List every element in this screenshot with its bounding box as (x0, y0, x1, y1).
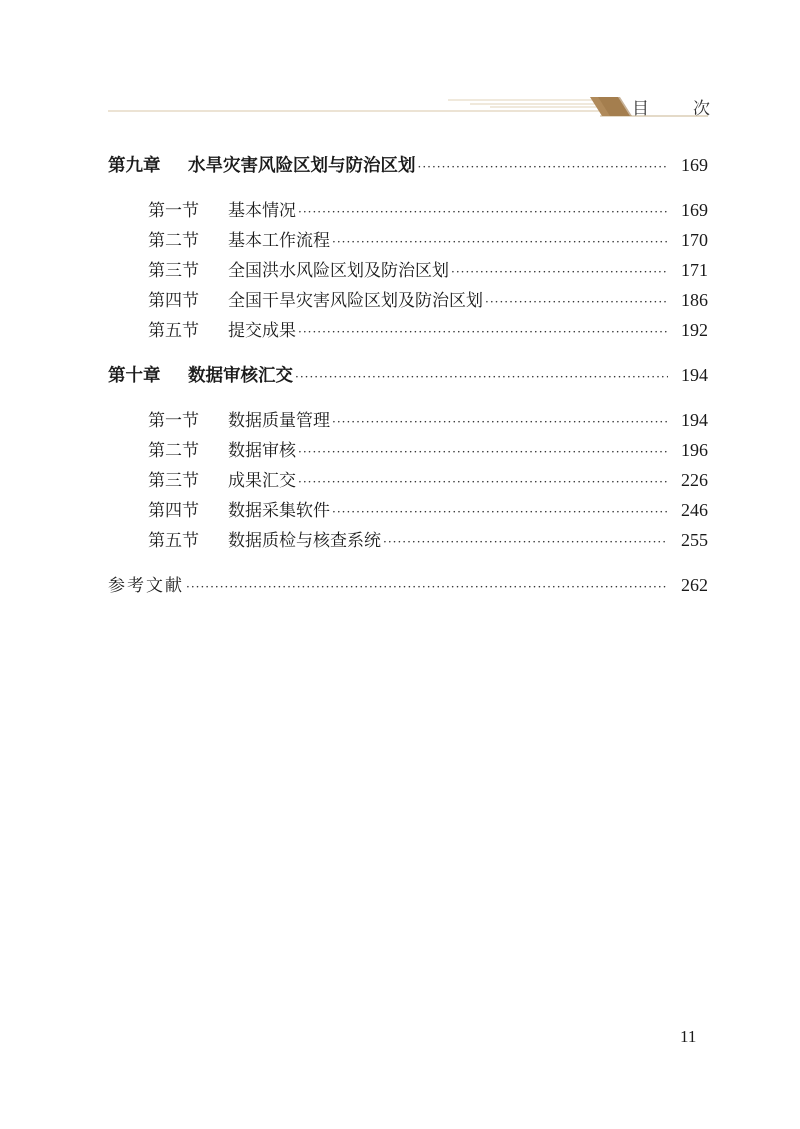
section-page: 192 (681, 320, 708, 340)
section-page: 186 (681, 290, 708, 310)
section-page: 246 (681, 500, 708, 520)
chapter-title: 数据审核汇交 (188, 366, 293, 386)
section-number: 第三节 (148, 471, 199, 491)
toc-section-10-1[interactable] (108, 405, 708, 435)
toc-section-9-5[interactable] (108, 315, 708, 345)
section-number: 第三节 (148, 261, 199, 281)
dot-leader (298, 437, 668, 467)
toc-section-9-1[interactable] (108, 195, 708, 225)
page-header (0, 0, 800, 130)
dot-leader (383, 527, 668, 557)
footer-page-number: 11 (680, 1027, 697, 1046)
toc-section-10-3[interactable] (108, 465, 708, 495)
dot-leader (485, 287, 668, 317)
references-page: 262 (681, 575, 708, 595)
section-title: 基本情况 (228, 201, 296, 221)
dot-leader (295, 362, 668, 392)
section-title: 全国洪水风险区划及防治区划 (228, 261, 449, 281)
section-number: 第二节 (148, 441, 199, 461)
section-number: 第五节 (148, 531, 199, 551)
section-number: 第一节 (148, 201, 199, 221)
section-page: 196 (681, 440, 708, 460)
section-title: 数据质检与核查系统 (228, 531, 381, 551)
chapter-number: 第十章 (108, 366, 161, 386)
toc-references[interactable] (108, 570, 708, 600)
chapter-number: 第九章 (108, 156, 161, 176)
dot-leader (332, 227, 668, 257)
toc-section-10-4[interactable] (108, 495, 708, 525)
section-number: 第四节 (148, 291, 199, 311)
section-number: 第四节 (148, 501, 199, 521)
dot-leader (332, 497, 668, 527)
dot-leader (332, 407, 668, 437)
toc-chapter-9[interactable] (108, 150, 708, 180)
section-number: 第一节 (148, 411, 199, 431)
chapter-page: 169 (681, 155, 708, 175)
dot-leader (298, 467, 668, 497)
header-title-char-1: 目 (632, 99, 649, 119)
dot-leader (451, 257, 668, 287)
toc-section-9-4[interactable] (108, 285, 708, 315)
section-title: 数据质量管理 (228, 411, 330, 431)
section-page: 194 (681, 410, 708, 430)
toc-section-9-3[interactable] (108, 255, 708, 285)
header-title-char-2: 次 (693, 99, 710, 119)
chapter-page: 194 (681, 365, 708, 385)
dot-leader (298, 197, 668, 227)
dot-leader (186, 572, 668, 602)
section-page: 171 (681, 260, 708, 280)
table-of-contents (108, 150, 708, 600)
section-page: 169 (681, 200, 708, 220)
header-title (632, 94, 710, 119)
section-page: 170 (681, 230, 708, 250)
section-title: 数据采集软件 (228, 501, 330, 521)
dot-leader (418, 152, 669, 182)
section-number: 第二节 (148, 231, 199, 251)
references-title: 参考文献 (108, 576, 184, 596)
section-number: 第五节 (148, 321, 199, 341)
section-page: 226 (681, 470, 708, 490)
toc-section-10-2[interactable] (108, 435, 708, 465)
toc-section-10-5[interactable] (108, 525, 708, 555)
chapter-title: 水旱灾害风险区划与防治区划 (188, 156, 416, 176)
dot-leader (298, 317, 668, 347)
toc-chapter-10[interactable] (108, 360, 708, 390)
section-title: 数据审核 (228, 441, 296, 461)
section-title: 基本工作流程 (228, 231, 330, 251)
section-title: 成果汇交 (228, 471, 296, 491)
section-title: 全国干旱灾害风险区划及防治区划 (228, 291, 483, 311)
section-page: 255 (681, 530, 708, 550)
section-title: 提交成果 (228, 321, 296, 341)
toc-section-9-2[interactable] (108, 225, 708, 255)
